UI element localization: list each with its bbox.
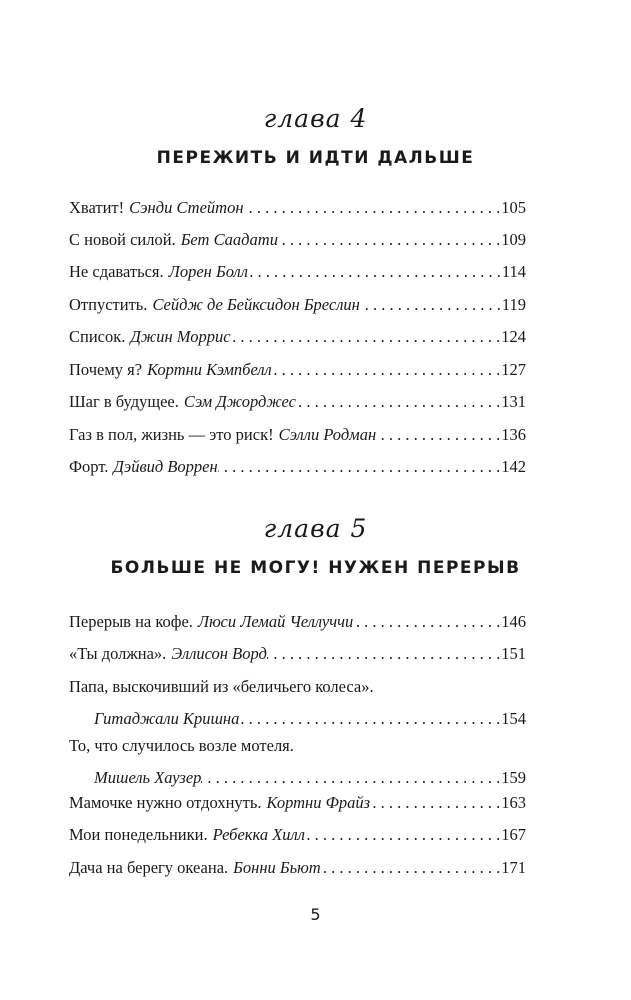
- entry-page: 151: [501, 644, 526, 663]
- entry-author: Кортни Фрайз: [266, 793, 371, 812]
- entry-author: Сейдж де Бейксидон Бреслин: [152, 295, 360, 314]
- chapter-title: БОЛЬШЕ НЕ МОГУ! НУЖЕН ПЕРЕРЫВ: [110, 558, 521, 578]
- toc-entry[interactable]: [69, 293, 526, 317]
- entry-page: 114: [501, 262, 526, 281]
- entry-title: С новой силой.: [69, 230, 176, 249]
- toc-entry[interactable]: [69, 642, 526, 666]
- chapter-5-heading: [0, 514, 631, 579]
- entry-author-line: [69, 707, 526, 731]
- entry-page: 146: [501, 612, 526, 631]
- entry-author: Люси Лемай Челлуччи: [197, 612, 354, 631]
- page-number: 5: [310, 905, 321, 924]
- chapter-number: глава 5: [263, 514, 368, 543]
- entry-title: Список.: [69, 327, 126, 346]
- dot-leader: [376, 423, 501, 447]
- entry-author: Ребекка Хилл: [212, 825, 305, 844]
- entry-title: Газ в пол, жизнь — это риск!: [69, 425, 274, 444]
- dot-leader: [278, 228, 501, 252]
- dot-leader: [370, 791, 501, 815]
- entry-title: Шаг в будущее.: [69, 392, 179, 411]
- entry-title: Папа, выскочивший из «беличьего колеса».: [69, 677, 374, 696]
- toc-entry[interactable]: [69, 260, 526, 284]
- toc-entry[interactable]: [69, 325, 526, 349]
- entry-page: 142: [501, 457, 526, 476]
- entry-page: 167: [501, 825, 526, 844]
- entry-title: Мамочке нужно отдохнуть.: [69, 793, 262, 812]
- dot-leader: [248, 260, 502, 284]
- entry-author: Лорен Болл: [168, 262, 248, 281]
- entry-author: Джин Моррис: [130, 327, 231, 346]
- dot-leader: [231, 325, 502, 349]
- entry-title: Мои понедельники.: [69, 825, 208, 844]
- dot-leader: [267, 642, 501, 666]
- chapter-title: ПЕРЕЖИТЬ И ИДТИ ДАЛЬШЕ: [156, 148, 475, 168]
- toc-entry[interactable]: [69, 390, 526, 414]
- entry-page: 131: [501, 392, 526, 411]
- entry-author: Бонни Бьют: [233, 858, 321, 877]
- entry-title: Дача на берегу океана.: [69, 858, 229, 877]
- entry-page: 154: [501, 709, 526, 728]
- entry-page: 163: [501, 793, 526, 812]
- entry-author-line: [69, 766, 526, 790]
- toc-entry[interactable]: [69, 823, 526, 847]
- entry-title: Почему я?: [69, 360, 143, 379]
- entry-page: 171: [501, 858, 526, 877]
- entry-author: Сэм Джорджес: [183, 392, 296, 411]
- entry-author: Сэнди Стейтон: [129, 198, 244, 217]
- entry-page: 136: [501, 425, 526, 444]
- entry-title: Отпустить.: [69, 295, 148, 314]
- entry-title: Перерыв на кофе.: [69, 612, 193, 631]
- toc-entry[interactable]: [69, 358, 526, 382]
- entry-title: То, что случилось возле мотеля.: [69, 736, 294, 755]
- dot-leader: [244, 196, 502, 220]
- entry-title: «Ты должна».: [69, 644, 167, 663]
- dot-leader: [353, 610, 501, 634]
- entry-title: Хватит!: [69, 198, 125, 217]
- dot-leader: [360, 293, 502, 317]
- entry-page: 119: [501, 295, 526, 314]
- dot-leader: [296, 390, 501, 414]
- entry-author: Дэйвид Воррен: [113, 457, 218, 476]
- chapter-number: глава 4: [263, 104, 368, 133]
- dot-leader: [321, 856, 502, 880]
- dot-leader: [218, 455, 502, 479]
- dot-leader: [272, 358, 501, 382]
- entry-title: Не сдаваться.: [69, 262, 164, 281]
- entry-author: Сэлли Родман: [278, 425, 377, 444]
- toc-entry[interactable]: [69, 455, 526, 479]
- entry-page: 105: [501, 198, 526, 217]
- entry-page: 124: [501, 327, 526, 346]
- toc-entry[interactable]: [69, 791, 526, 815]
- toc-entry[interactable]: [69, 228, 526, 252]
- chapter-4-heading: [0, 104, 631, 169]
- entry-title: Форт.: [69, 457, 109, 476]
- toc-entry[interactable]: [69, 610, 526, 634]
- toc-entry[interactable]: [69, 196, 526, 220]
- toc-entry[interactable]: [69, 423, 526, 447]
- entry-author: Гитаджали Кришна: [94, 709, 240, 728]
- entry-page: 127: [501, 360, 526, 379]
- entry-author: Бет Саадати: [180, 230, 278, 249]
- dot-leader: [239, 707, 501, 731]
- entry-author: Мишель Хаузер: [94, 768, 202, 787]
- entry-author: Эллисон Ворд: [171, 644, 267, 663]
- toc-entry[interactable]: [69, 675, 526, 731]
- dot-leader: [201, 766, 501, 790]
- entry-author: Кортни Кэмпбелл: [147, 360, 272, 379]
- toc-entry[interactable]: [69, 734, 526, 790]
- dot-leader: [305, 823, 501, 847]
- toc-entry[interactable]: [69, 856, 526, 880]
- entry-page: 159: [501, 768, 526, 787]
- entry-page: 109: [501, 230, 526, 249]
